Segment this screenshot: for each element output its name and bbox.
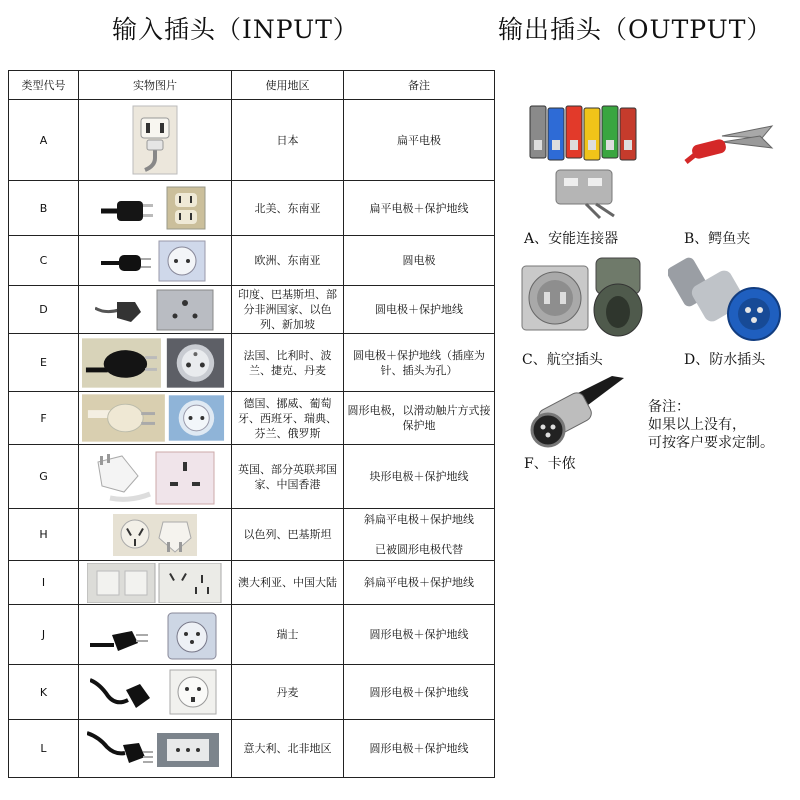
output-b-caption: B、鳄鱼夹 (684, 231, 751, 247)
row-area: 澳大利亚、中国大陆 (232, 561, 344, 605)
connector-housing (602, 106, 618, 158)
anderson-connector-photo (526, 100, 644, 224)
row-area: 瑞士 (232, 605, 344, 665)
row-code: A (9, 100, 79, 181)
input-title: 输入插头（INPUT） (112, 15, 359, 44)
output-title: 输出插头（OUTPUT） (498, 15, 773, 44)
plug-a-photo (82, 104, 228, 176)
table-row (9, 236, 495, 286)
row-area: 欧洲、东南亚 (232, 236, 344, 286)
row-area: 以色列、巴基斯坦 (232, 509, 344, 561)
plug-f-photo (82, 394, 228, 442)
row-note: 圆形电极＋保护地线 (344, 605, 495, 665)
row-area: 英国、部分英联邦国家、中国香港 (232, 445, 344, 509)
row-note: 圆形电极＋保护地线 (344, 720, 495, 778)
row-area: 法国、比利时、波兰、捷克、丹麦 (232, 334, 344, 392)
output-d-caption: D、防水插头 (684, 352, 766, 368)
plug-e-photo (82, 336, 228, 390)
connector-housing (620, 108, 636, 160)
table-row (9, 445, 495, 509)
header-image: 实物图片 (79, 71, 232, 100)
plug-g-photo (82, 448, 228, 506)
row-note: 斜扁平电极＋保护地线 (344, 561, 495, 605)
table-row (9, 720, 495, 778)
plug-j-photo (82, 607, 228, 663)
row-note: 圆形电极，以滑动触片方式接保护地 (344, 392, 495, 445)
output-a-caption: A、安能连接器 (524, 231, 619, 247)
row-note: 圆电极＋保护地线（插座为针、插头为孔） (344, 334, 495, 392)
row-note: 块形电极＋保护地线 (344, 445, 495, 509)
plug-l-photo (82, 723, 228, 775)
waterproof-plug-photo (668, 252, 790, 346)
row-area: 印度、巴基斯坦、部分非洲国家、以色列、新加坡 (232, 286, 344, 334)
plug-h-photo (82, 512, 228, 558)
connector-housing (548, 108, 564, 160)
row-code: J (9, 605, 79, 665)
plug-k-photo (82, 666, 228, 718)
row-code: K (9, 665, 79, 720)
table-row (9, 392, 495, 445)
connector-housing (584, 108, 600, 160)
row-code: I (9, 561, 79, 605)
table-row (9, 665, 495, 720)
table-row (9, 334, 495, 392)
plug-c-photo (82, 239, 228, 283)
xlr-connector-photo (526, 372, 630, 456)
connector-contact (534, 140, 542, 150)
connector-contact (588, 140, 596, 150)
plug-type-table (8, 70, 495, 778)
row-code: F (9, 392, 79, 445)
row-area: 意大利、北非地区 (232, 720, 344, 778)
row-area: 日本 (232, 100, 344, 181)
table-row (9, 181, 495, 236)
connector-housing (566, 106, 582, 158)
row-area: 德国、挪威、葡萄牙、西班牙、瑞典、芬兰、俄罗斯 (232, 392, 344, 445)
row-note: 圆电极＋保护地线 (344, 286, 495, 334)
row-area: 北美、东南亚 (232, 181, 344, 236)
row-code: H (9, 509, 79, 561)
row-note-line2: 已被圆形电极代替 (375, 543, 463, 556)
table-row (9, 509, 495, 561)
plug-d-photo (82, 288, 228, 332)
row-note: 圆形电极＋保护地线 (344, 665, 495, 720)
aviation-plug-photo (518, 252, 648, 348)
table-row (9, 100, 495, 181)
header-code: 类型代号 (9, 71, 79, 100)
row-code: C (9, 236, 79, 286)
row-code: L (9, 720, 79, 778)
connector-contact (552, 140, 560, 150)
header-area: 使用地区 (232, 71, 344, 100)
row-code: E (9, 334, 79, 392)
row-note: 扁平电极 (344, 100, 495, 181)
row-area: 丹麦 (232, 665, 344, 720)
row-code: D (9, 286, 79, 334)
row-note (344, 509, 495, 561)
connector-contact (624, 140, 632, 150)
row-note: 圆电极 (344, 236, 495, 286)
connector-stack (530, 106, 636, 160)
row-note-line1: 斜扁平电极＋保护地线 (364, 513, 474, 526)
connector-housing (530, 106, 546, 158)
remark-line2: 可按客户要求定制。 (648, 435, 774, 451)
table-row (9, 561, 495, 605)
plug-i-photo (82, 563, 228, 603)
row-note: 扁平电极＋保护地线 (344, 181, 495, 236)
table-row (9, 286, 495, 334)
plug-b-photo (82, 185, 228, 231)
remark-box (648, 398, 774, 452)
table-header-row (9, 71, 495, 100)
header-note: 备注 (344, 71, 495, 100)
row-code: B (9, 181, 79, 236)
connector-contact (606, 140, 614, 150)
row-code: G (9, 445, 79, 509)
table-row (9, 605, 495, 665)
remark-title: 备注： (648, 399, 690, 415)
output-f-caption: F、卡侬 (524, 456, 576, 472)
remark-line1: 如果以上没有， (648, 417, 746, 433)
output-c-caption: C、航空插头 (522, 352, 603, 368)
connector-contact (570, 140, 578, 150)
alligator-clip-photo (682, 120, 778, 174)
